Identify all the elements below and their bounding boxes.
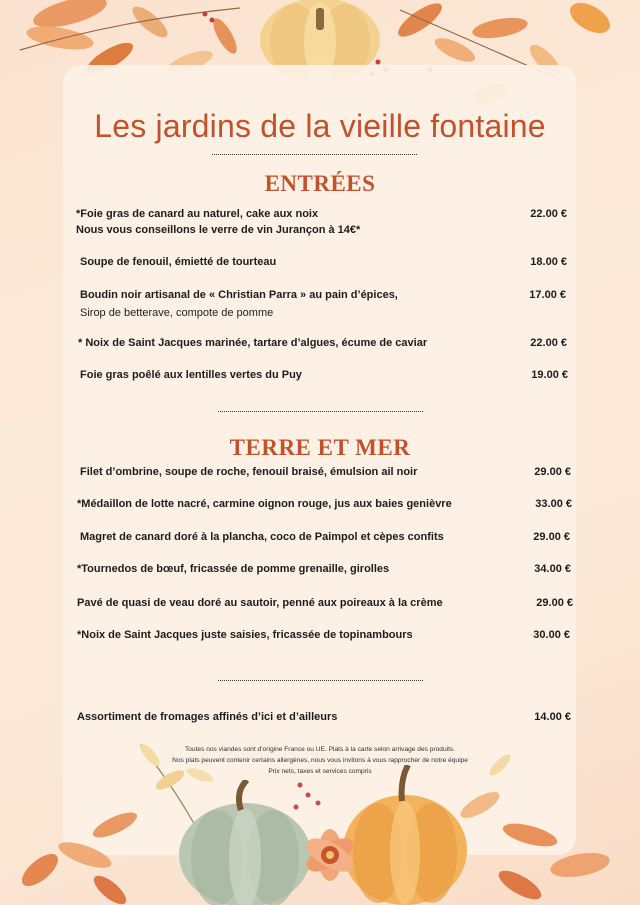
restaurant-title: Les jardins de la vieille fontaine	[94, 108, 546, 144]
menu-item-wine-suggestion: Nous vous conseillons le verre de vin Jurançon à 14€*	[76, 224, 361, 236]
menu-item-name: Boudin noir artisanal de « Christian Parra » au pain d’épices,	[80, 289, 398, 301]
flower-orange	[285, 810, 375, 900]
menu-item-name: *Médaillon de lotte nacré, carmine oignon rouge, jus aux baies genièvre	[77, 498, 452, 510]
menu-item-price: 22.00 €	[530, 208, 567, 220]
menu-item-name: *Tournedos de bœuf, fricassée de pomme grenaille, girolles	[77, 563, 390, 575]
menu-item-price: 30.00 €	[533, 629, 570, 641]
section-divider	[218, 411, 423, 412]
menu-item-price: 22.00 €	[530, 337, 567, 349]
section-divider	[218, 680, 423, 681]
menu-item-price: 34.00 €	[534, 563, 571, 575]
menu-item-description: Sirop de betterave, compote de pomme	[80, 307, 274, 319]
menu-item-price: 33.00 €	[535, 498, 572, 510]
title-divider	[212, 154, 417, 155]
menu-item-name: Pavé de quasi de veau doré au sautoir, penné aux poireaux à la crème	[77, 597, 443, 609]
menu-item-name: Soupe de fenouil, émietté de tourteau	[80, 256, 277, 268]
menu-item-name: Magret de canard doré à la plancha, coco de Paimpol et cèpes confits	[80, 531, 444, 543]
footer-notice	[100, 744, 540, 777]
menu-item-name: *Noix de Saint Jacques juste saisies, fricassée de topinambours	[77, 629, 413, 641]
menu-item-price: 29.00 €	[536, 597, 573, 609]
cheese-item-name: Assortiment de fromages affinés d’ici et d’ailleurs	[77, 711, 338, 723]
menu-item-name: Filet d’ombrine, soupe de roche, fenouil braisé, émulsion ail noir	[80, 466, 418, 478]
menu-item-price: 29.00 €	[533, 531, 570, 543]
menu-item-price: 18.00 €	[530, 256, 567, 268]
menu-item-name: Foie gras poêlé aux lentilles vertes du Puy	[80, 369, 302, 381]
footer-line: Prix nets, taxes et services compris	[268, 768, 372, 775]
cheese-item-price: 14.00 €	[534, 711, 571, 723]
menu-item-name: * Noix de Saint Jacques marinée, tartare d’algues, écume de caviar	[78, 337, 428, 349]
section-heading-terre-et-mer: TERRE ET MER	[229, 435, 411, 460]
section-heading-entrees: ENTRÉES	[264, 171, 376, 196]
footer-line: Toutes nos viandes sont d’origine France ou UE. Plats à la carte selon arrivage des produits.	[184, 746, 456, 753]
menu-item-price: 19.00 €	[531, 369, 568, 381]
footer-line: Nos plats peuvent contenir certains allergènes, nous vous invitons à vous rapprocher de notre équipe	[172, 757, 468, 764]
menu-item-price: 29.00 €	[534, 466, 571, 478]
menu-item-name: *Foie gras de canard au naturel, cake aux noix	[76, 208, 319, 220]
menu-item-price: 17.00 €	[529, 289, 566, 301]
